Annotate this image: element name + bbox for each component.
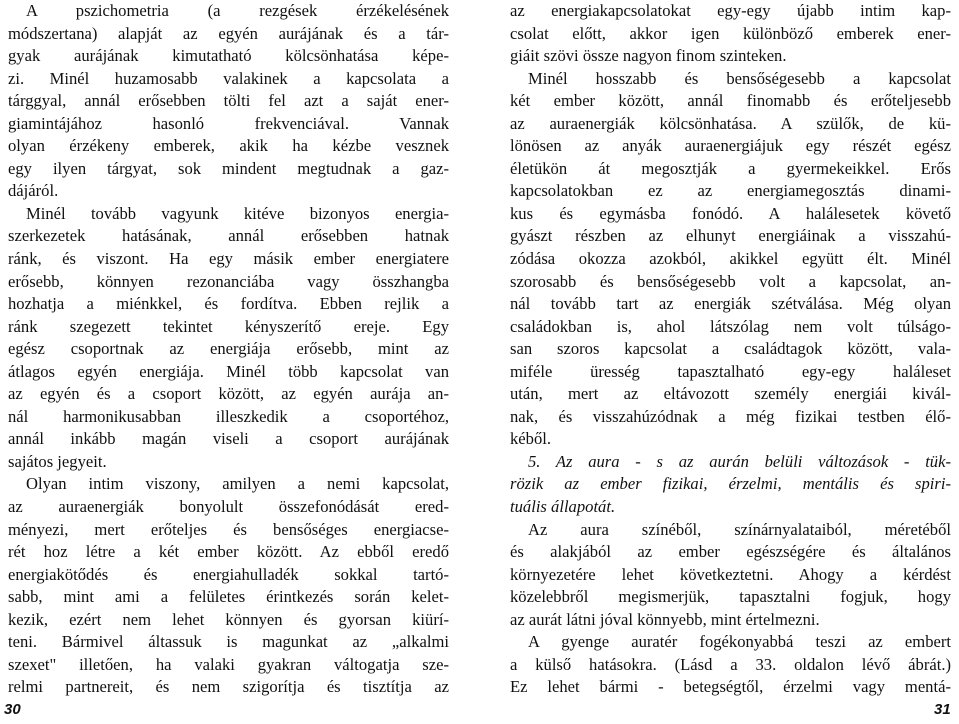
- text-line: az aurát látni jóval könnyebb, mint értelmezni.: [510, 609, 820, 629]
- text-line: családokban is, ahol látszólag nem volt túlságo-: [510, 316, 951, 336]
- text-line: lönösen az anyák auraenergiájuk egy részét egész: [510, 136, 951, 156]
- text-line: nál harmonikusabban illeszkedik a csoportéhoz,: [8, 406, 449, 426]
- text-line: erősebb, könnyen rezonanciába vagy összhangba: [8, 271, 449, 291]
- text-line: gyak aurájának kimutatható kölcsönhatása képe-: [8, 46, 449, 66]
- text-line: sajátos jegyeit.: [8, 451, 107, 471]
- text-line: tárggyal, annál erősebben tölti fel azt a saját ener-: [8, 91, 449, 111]
- text-line: dájáról.: [8, 181, 59, 201]
- text-line: és alakjából az ember egészségére és általános: [510, 542, 951, 562]
- text-line: teni. Bármivel áltassuk is magunkat az „alkalmi: [8, 632, 449, 652]
- section-heading-line: rözik az ember fizikai, érzelmi, mentális és spiri-: [510, 474, 951, 494]
- text-line: az egyén és a csoport között, az egyén aurája an-: [8, 384, 449, 404]
- text-line: Minél hosszabb és bensőségesebb a kapcsolat: [528, 68, 951, 88]
- text-line: Az aura színéből, színárnyalataiból, méretéből: [528, 519, 951, 539]
- section-heading-line: 5. Az aura - s az aurán belüli változások - tük-: [528, 451, 951, 471]
- text-line: szorosabb és bensőségesebb volt a kapcsolat, an-: [510, 271, 951, 291]
- section-heading-line: tuális állapotát.: [510, 497, 616, 517]
- text-line: gyászt részben az elhunyt energiáinak a visszahú-: [510, 226, 951, 246]
- text-line: a külső hatásokra. (Lásd a 33. oldalon lévő ábrát.): [510, 654, 951, 674]
- text-line: módszertana) alapját az egyén aurájának és a tár-: [8, 23, 449, 43]
- text-line: kezik, ezért nem lehet könnyen és gyorsan kiürí-: [8, 609, 449, 629]
- text-line: kéből.: [510, 429, 552, 449]
- text-line: giáit szövi össze nagyon finom szinteken.: [510, 46, 787, 66]
- text-line: giamintájához hasonló frekvenciával. Vannak: [8, 113, 449, 133]
- text-line: az auraenergiák kölcsönhatása. A szülők, de kü-: [510, 113, 951, 133]
- text-line: után, mert az eltávozott személy energiái kivál-: [510, 384, 951, 404]
- text-line: Minél tovább vagyunk kitéve bizonyos energia-: [26, 203, 449, 223]
- text-line: nál tovább tart az energiák szétválása. Még olyan: [510, 294, 951, 314]
- text-line: szexet" illetően, ha valaki gyakran váltogatja sze-: [8, 654, 449, 674]
- text-line: ményezi, mert erőteljes és bensőséges energiacse-: [8, 519, 449, 539]
- text-line: Olyan intim viszony, amilyen a nemi kapcsolat,: [26, 474, 449, 494]
- right-column: [510, 0, 951, 699]
- text-line: az auraenergiák bonyolult összefonódását ered-: [8, 497, 449, 517]
- left-column: [8, 0, 449, 699]
- text-line: kus és egymásba fonódó. A halálesetek követő: [510, 203, 951, 223]
- text-line: zódása okozza azokból, akikkel együtt élt. Minél: [510, 249, 951, 269]
- text-line: csolat előtt, akkor igen különböző emberek ener-: [510, 23, 951, 43]
- text-line: hozhatja a miénkkel, és fordítva. Ebben rejlik a: [8, 294, 449, 314]
- text-line: zi. Minél huzamosabb valakinek a kapcsolata a: [8, 68, 449, 88]
- text-line: egész csoportnak az energiája erősebb, mint az: [8, 339, 449, 359]
- text-line: miféle üresség tapasztalható egy-egy haláleset: [510, 361, 951, 381]
- text-line: annál inkább magán viseli a csoport aurájának: [8, 429, 449, 449]
- text-line: A gyenge auratér fogékonyabbá teszi az embert: [528, 632, 951, 652]
- text-line: Ez lehet bármi - betegségtől, érzelmi vagy mentá-: [510, 677, 951, 697]
- page-number-left: 30: [4, 701, 21, 718]
- text-line: sabb, mint ami a felületes érintkezés során kelet-: [8, 587, 449, 607]
- text-line: olyan érzékeny emberek, akik ha kézbe vesznek: [8, 136, 449, 156]
- text-line: kapcsolatokban ez az energiamegosztás dinami-: [510, 181, 951, 201]
- text-line: közelebbről megismerjük, tapasztalni fogjuk, hogy: [510, 587, 951, 607]
- text-line: rét hoz létre a két ember között. Az ebből eredő: [8, 542, 449, 562]
- text-line: ránk, és viszont. Ha egy másik ember energiatere: [8, 249, 449, 269]
- text-line: szerkezetek hatásának, annál erősebben hatnak: [8, 226, 449, 246]
- text-line: két ember között, annál finomabb és erőteljesebb: [510, 91, 951, 111]
- text-line: A pszichometria (a rezgések érzékelésének: [26, 1, 449, 20]
- text-line: átlagos egyén energiája. Minél több kapcsolat van: [8, 361, 449, 381]
- text-line: relmi partnereit, és nem szigorítja és tisztítja az: [8, 677, 449, 697]
- text-line: ránk szegezett tekintet kényszerítő ereje. Egy: [8, 316, 449, 336]
- text-line: nak, és visszahúzódnak a még fizikai testben élő-: [510, 406, 951, 426]
- text-line: san szoros kapcsolat a családtagok között, vala-: [510, 339, 951, 359]
- text-line: életükön át megosztják a gyermekeikkel. Erős: [510, 158, 951, 178]
- text-line: egy ilyen tárgyat, sok mindent megtudnak a gaz-: [8, 158, 449, 178]
- text-line: környezetére lehet következtetni. Ahogy a kérdést: [510, 564, 951, 584]
- text-line: energiakötődés és energiahulladék sokkal tartó-: [8, 564, 449, 584]
- text-line: az energiakapcsolatokat egy-egy újabb intim kap-: [510, 1, 951, 20]
- page-number-right: 31: [934, 701, 951, 718]
